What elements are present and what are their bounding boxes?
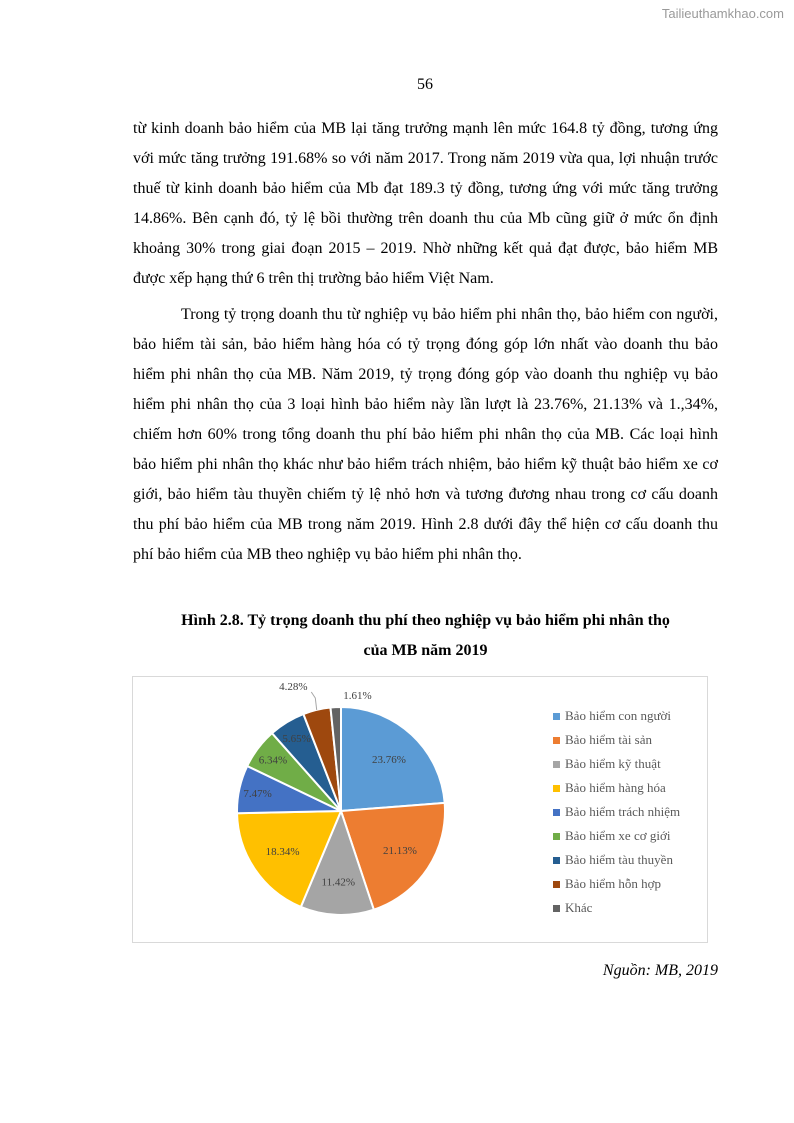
- legend-swatch-4: [553, 809, 560, 816]
- legend-swatch-5: [553, 833, 560, 840]
- legend-swatch-0: [553, 713, 560, 720]
- figure-caption-line-1: Hình 2.8. Tỷ trọng doanh thu phí theo nghiệp vụ bảo hiểm phi nhân thọ: [181, 612, 670, 629]
- legend-label-6: Bảo hiểm tàu thuyền: [565, 852, 673, 867]
- slice-label-4: 7.47%: [243, 788, 272, 800]
- legend-item-7: [553, 872, 680, 896]
- legend-swatch-7: [553, 881, 560, 888]
- legend-label-3: Bảo hiểm hàng hóa: [565, 780, 666, 795]
- legend-swatch-2: [553, 761, 560, 768]
- figure-caption: [133, 606, 718, 666]
- chart-legend: [553, 704, 680, 920]
- leader-line-7: [311, 692, 316, 710]
- legend-label-2: Bảo hiểm kỹ thuật: [565, 756, 661, 771]
- legend-item-1: [553, 728, 680, 752]
- slice-label-7: 4.28%: [279, 681, 308, 693]
- paragraph-1: từ kinh doanh bảo hiểm của MB lại tăng trưởng mạnh lên mức 164.8 tỷ đồng, tương ứng với mức tăng trưởng 191.68% so với năm 2017. Trong năm 2019 vừa qua, lợi nhuận trước thuế từ kinh doanh bảo hiểm của Mb đạt 189.3 tỷ đồng, tương ứng với mức tăng trưởng 14.86%. Bên cạnh đó, tỷ lệ bồi thường trên doanh thu của Mb cũng giữ ở mức ổn định khoảng 30% trong giai đoạn 2015 – 2019. Nhờ những kết quả đạt được, bảo hiểm MB được xếp hạng thứ 6 trên thị trường bảo hiểm Việt Nam.: [133, 120, 718, 287]
- legend-label-1: Bảo hiểm tài sản: [565, 732, 653, 747]
- slice-label-8: 1.61%: [343, 690, 372, 703]
- legend-label-5: Bảo hiểm xe cơ giới: [565, 828, 671, 843]
- pie-chart-frame: [132, 676, 708, 943]
- legend-swatch-3: [553, 785, 560, 792]
- slice-label-2: 11.42%: [321, 876, 356, 889]
- legend-swatch-1: [553, 737, 560, 744]
- body-text: [133, 114, 718, 570]
- slice-label-1: 21.13%: [382, 845, 417, 858]
- slice-label-6: 5.65%: [282, 733, 311, 746]
- legend-item-3: [553, 776, 680, 800]
- slice-label-3: 18.34%: [265, 845, 300, 858]
- legend-swatch-6: [553, 857, 560, 864]
- legend-label-8: Khác: [565, 900, 593, 915]
- source-note: Nguồn: MB, 2019: [602, 962, 718, 979]
- legend-item-6: [553, 848, 680, 872]
- watermark: Tailieuthamkhao.com: [661, 6, 784, 21]
- legend-item-5: [553, 824, 680, 848]
- paragraph-2: Trong tỷ trọng doanh thu từ nghiệp vụ bảo hiểm phi nhân thọ, bảo hiểm con người, bảo hiểm tài sản, bảo hiểm hàng hóa có tỷ trọng đóng góp lớn nhất vào doanh thu bảo hiểm phi nhân thọ của MB. Năm 2019, tỷ trọng đóng góp vào doanh thu nghiệp vụ bảo hiểm phi nhân thọ của 3 loại hình bảo hiểm này lần lượt là 23.76%, 21.13% và 1.,34%, chiếm hơn 60% trong tổng doanh thu phí bảo hiểm phi nhân thọ của MB. Các loại hình bảo hiểm phi nhân thọ khác như bảo hiểm trách nhiệm, bảo hiểm kỹ thuật bảo hiểm xe cơ giới, bảo hiểm tàu thuyền chiếm tỷ lệ nhỏ hơn và tương đương nhau trong cơ cấu doanh thu phí bảo hiểm của MB trong năm 2019. Hình 2.8 dưới đây thể hiện cơ cấu doanh thu phí bảo hiểm của MB theo nghiệp vụ bảo hiểm phi nhân thọ.: [133, 306, 718, 563]
- legend-item-0: [553, 704, 680, 728]
- legend-item-2: [553, 752, 680, 776]
- legend-label-0: Bảo hiểm con người: [565, 708, 671, 723]
- figure-caption-line-2: của MB năm 2019: [363, 642, 488, 659]
- legend-item-4: [553, 800, 680, 824]
- legend-item-8: [553, 896, 680, 920]
- page-number: 56: [417, 76, 433, 93]
- slice-label-5: 6.34%: [258, 754, 288, 767]
- legend-swatch-8: [553, 905, 560, 912]
- legend-label-4: Bảo hiểm trách nhiệm: [565, 804, 681, 819]
- slice-label-0: 23.76%: [372, 754, 406, 767]
- legend-label-7: Bảo hiểm hỗn hợp: [565, 876, 662, 891]
